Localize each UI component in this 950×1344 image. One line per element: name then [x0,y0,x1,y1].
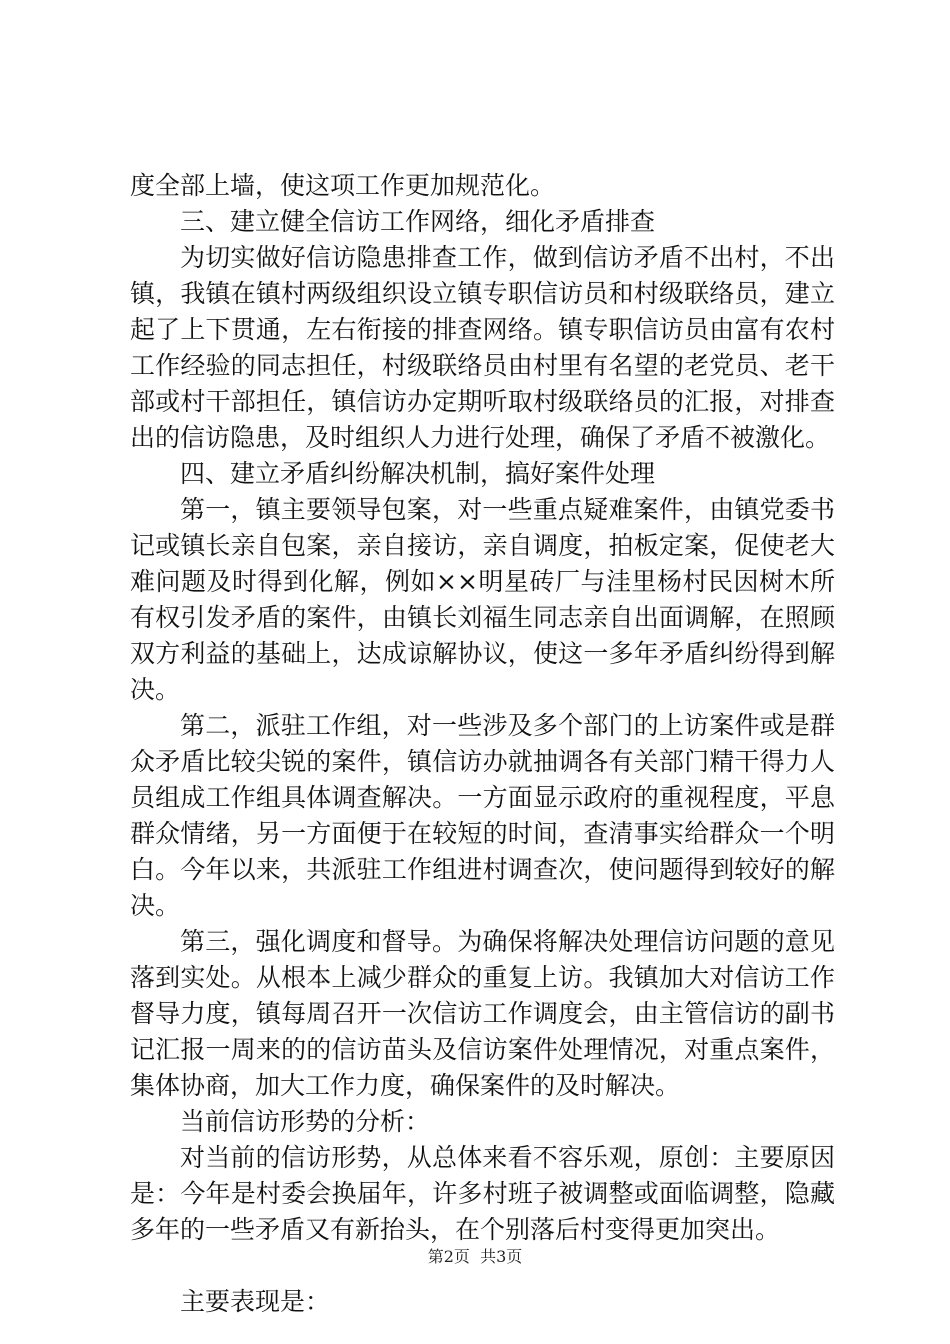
paragraph: 第三，强化调度和督导。为确保将解决处理信访问题的意见落到实处。从根本上减少群众的重复上访。我镇加大对信访工作督导力度，镇每周召开一次信访工作调度会，由主管信访的副书记汇报一周来的的信访苗头及信访案件处理情况，对重点案件，集体协商，加大工作力度，确保案件的及时解决。 [130,927,835,1100]
paragraph: 对当前的信访形势，从总体来看不容乐观，原创：主要原因是：今年是村委会换届年，许多村班子被调整或面临调整，隐藏多年的一些矛盾又有新抬头，在个别落后村变得更加突出。 [130,1143,835,1244]
paragraph: 为切实做好信访隐患排查工作，做到信访矛盾不出村，不出镇，我镇在镇村两级组织设立镇专职信访员和村级联络员，建立起了上下贯通，左右衔接的排查网络。镇专职信访员由富有农村工作经验的同志担任，村级联络员由村里有名望的老党员、老干部或村干部担任，镇信访办定期听取村级联络员的汇报，对排查出的信访隐患，及时组织人力进行处理，确保了矛盾不被激化。 [130,243,835,452]
paragraph: 主要表现是： [180,1287,331,1316]
section-heading-4: 四、建立矛盾纠纷解决机制，搞好案件处理 [180,459,656,488]
document-body [130,168,835,1320]
paragraph: 第二，派驻工作组，对一些涉及多个部门的上访案件或是群众矛盾比较尖锐的案件，镇信访办就抽调各有关部门精干得力人员组成工作组具体调查解决。一方面显示政府的重视程度，平息群众情绪，另一方面便于在较短的时间，查清事实给群众一个明白。今年以来，共派驻工作组进村调查次，使问题得到较好的解决。 [130,711,835,920]
paragraph-continuation: 度全部上墙，使这项工作更加规范化。 [130,171,556,200]
paragraph: 第一，镇主要领导包案，对一些重点疑难案件，由镇党委书记或镇长亲自包案，亲自接访，亲自调度，拍板定案，促使老大难问题及时得到化解，例如××明星砖厂与洼里杨村民因树木所有权引发矛盾的案件，由镇长刘福生同志亲自出面调解，在照顾双方利益的基础上，达成谅解协议，使这一多年矛盾纠纷得到解决。 [130,495,835,704]
section-heading-3: 三、建立健全信访工作网络，细化矛盾排查 [180,207,656,236]
subheading: 当前信访形势的分析： [180,1107,431,1136]
page-number: 第2页 共3页 [427,1247,523,1266]
